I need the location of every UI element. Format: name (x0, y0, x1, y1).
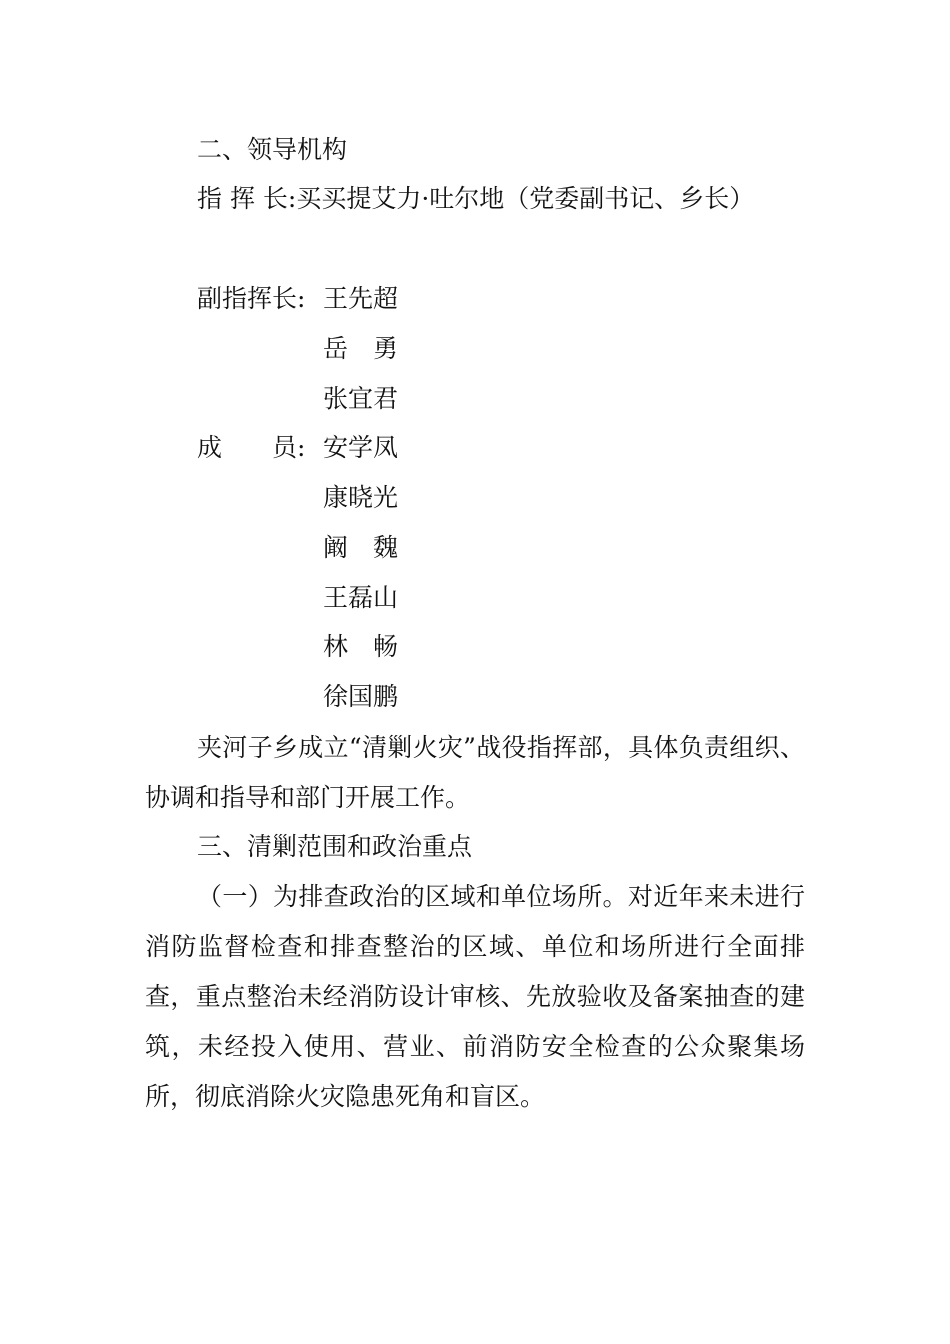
section-heading-leadership: 二、领导机构 (197, 135, 348, 164)
commander-name: 买买提艾力·吐尔地（党委副书记、乡长） (296, 184, 755, 213)
deputy-name: 张宜君 (323, 384, 399, 413)
commander-entry (145, 174, 805, 224)
member-name: 徐国鹏 (323, 682, 399, 711)
member-name: 阚 魏 (323, 533, 399, 562)
paragraph-scope-1: （一）为排查政治的区域和单位场所。对近年来未进行消防监督检查和排查整治的区域、单位和场所进行全面排查，重点整治未经消防设计审核、先放验收及备案抽查的建筑，未经投入使用、营业、前消防安全检查的公众聚集场所，彻底消除火灾隐患死角和盲区。 (145, 882, 805, 1111)
paragraph-headquarters: 夹河子乡成立“清剿火灾”战役指挥部，具体负责组织、协调和指导和部门开展工作。 (145, 733, 805, 812)
member-name: 王磊山 (323, 583, 399, 612)
commander-label: 指 挥 长: (197, 184, 297, 213)
section-heading-scope: 三、清剿范围和政治重点 (197, 832, 473, 861)
deputy-commander-label: 副指挥长: (197, 284, 306, 313)
member-name: 林 畅 (323, 632, 399, 661)
members-label: 成 员: (197, 433, 306, 462)
deputy-name: 王先超 (323, 284, 399, 313)
member-name: 康晓光 (323, 483, 399, 512)
deputy-name: 岳 勇 (323, 334, 399, 363)
member-name: 安学凤 (323, 433, 399, 462)
